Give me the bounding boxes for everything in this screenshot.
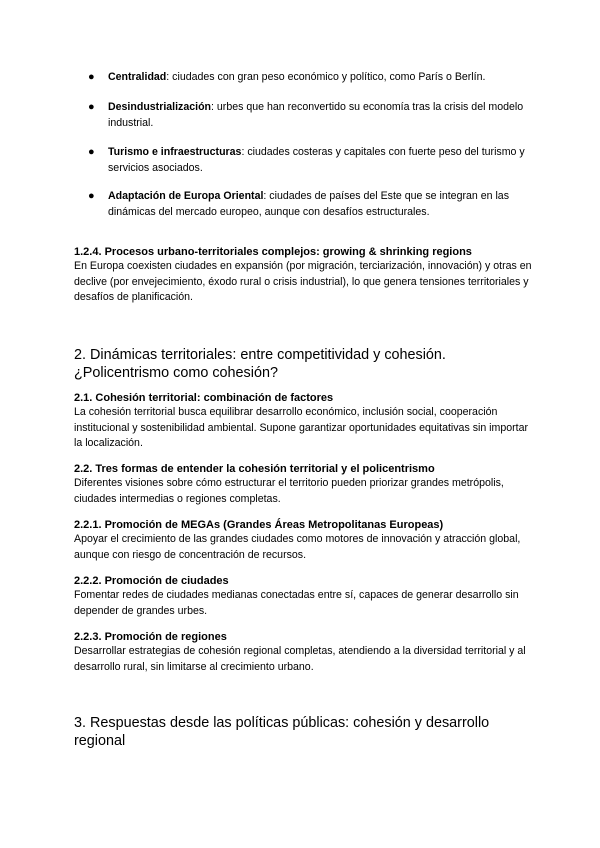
section-body: En Europa coexisten ciudades en expansión (por migración, terciarización, innovación) y otras en declive (por envejecimiento, éxodo rural o crisis industrial), lo que genera tensiones territoriales y desafíos de planificación. <box>74 260 532 303</box>
bullet-text: : ciudades de países del Este que se integran en las dinámicas del mercado europeo, aunque con desafíos estructurales. <box>108 190 509 218</box>
heading-line: ¿Policentrismo como cohesión? <box>74 365 278 381</box>
section-heading: 2.2.3. Promoción de regiones <box>74 631 227 643</box>
bullet-text: : ciudades con gran peso económico y político, como París o Berlín. <box>166 71 486 83</box>
bullet-term: Desindustrialización <box>108 101 212 113</box>
section-2-2-1 <box>74 518 534 563</box>
bullet-dot-icon: ● <box>88 71 95 83</box>
section-2-2-3 <box>74 630 534 675</box>
section-2-1 <box>74 391 534 452</box>
bullet-dot-icon: ● <box>88 190 95 202</box>
section-body: Diferentes visiones sobre cómo estructurar el territorio pueden priorizar grandes metrópolis, ciudades intermedias o regiones completas. <box>74 477 504 505</box>
section-2-heading <box>74 346 534 382</box>
list-item <box>88 145 528 176</box>
section-heading: 2.1. Cohesión territorial: combinación de factores <box>74 392 334 404</box>
bullet-dot-icon: ● <box>88 101 95 113</box>
heading-line: regional <box>74 733 126 749</box>
bullet-term: Adaptación de Europa Oriental <box>108 190 264 202</box>
bullet-dot-icon: ● <box>88 146 95 158</box>
section-heading: 2.2.1. Promoción de MEGAs (Grandes Áreas Metropolitanas Europeas) <box>74 519 444 531</box>
section-heading: 2.2.2. Promoción de ciudades <box>74 575 229 587</box>
heading-line: 3. Respuestas desde las políticas públicas: cohesión y desarrollo <box>74 715 490 731</box>
list-item <box>88 189 528 220</box>
section-2-2-2 <box>74 574 534 619</box>
section-body: Fomentar redes de ciudades medianas conectadas entre sí, capaces de generar desarrollo sin depender de grandes urbes. <box>74 589 519 617</box>
section-3-heading <box>74 714 534 750</box>
section-heading: 2.2. Tres formas de entender la cohesión territorial y el policentrismo <box>74 463 435 475</box>
section-body: Desarrollar estrategias de cohesión regional completas, atendiendo a la diversidad territorial y al desarrollo rural, sin limitarse al crecimiento urbano. <box>74 645 526 673</box>
heading-line: 2. Dinámicas territoriales: entre competitividad y cohesión. <box>74 347 446 363</box>
bullet-text: : ciudades costeras y capitales con fuerte peso del turismo y servicios asociados. <box>108 146 525 174</box>
section-2-2 <box>74 462 534 507</box>
bullet-term: Centralidad <box>108 71 167 83</box>
section-heading: 1.2.4. Procesos urbano-territoriales complejos: growing & shrinking regions <box>74 246 472 258</box>
section-body: La cohesión territorial busca equilibrar desarrollo económico, inclusión social, cooperación institucional y sostenibilidad ambiental. Supone garantizar oportunidades equitativas sin importar la localización. <box>74 406 529 449</box>
section-body: Apoyar el crecimiento de las grandes ciudades como motores de innovación y atracción global, aunque con riesgo de concentración de recursos. <box>74 533 521 561</box>
bullet-text: : urbes que han reconvertido su economía tras la crisis del modelo industrial. <box>108 101 524 129</box>
section-1-2-4 <box>74 245 534 306</box>
bullet-term: Turismo e infraestructuras <box>108 146 242 158</box>
list-item <box>88 100 528 131</box>
list-item <box>88 70 528 86</box>
